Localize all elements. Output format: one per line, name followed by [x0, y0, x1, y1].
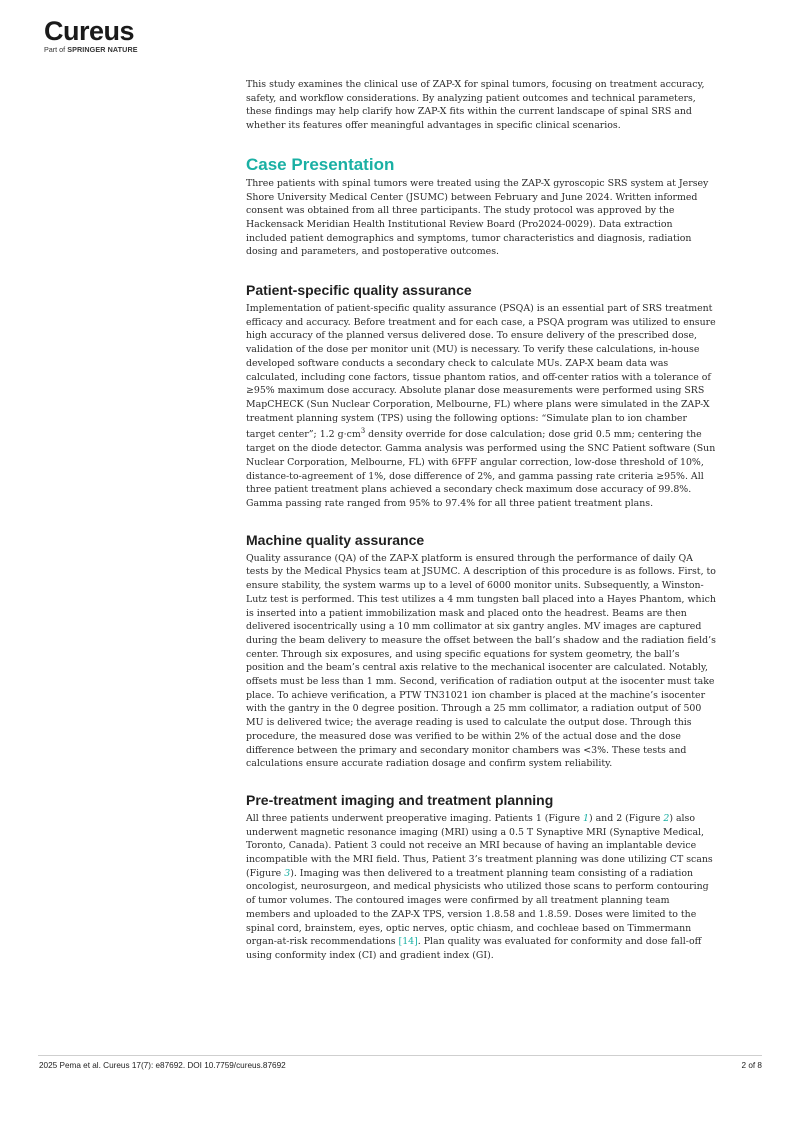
figure-2-link[interactable]: 2	[663, 812, 670, 824]
logo-sub-prefix: Part of	[44, 45, 66, 54]
psqa-paragraph	[246, 302, 716, 511]
pretreatment-text-1: All three patients underwent preoperative imaging. Patients 1 (Figure	[246, 812, 583, 824]
footer-divider	[38, 1055, 762, 1056]
section-heading-case-presentation: Case Presentation	[246, 154, 395, 174]
psqa-text-1: Implementation of patient-specific quality assurance (PSQA) is an essential part of SRS treatment efficacy and accuracy. Before treatment and for each case, a PSQA program was utilized to ensure high accuracy of the planned versus delivered dose. To ensure delivery of the prescribed dose, validation of the dose per monitor unit (MU) is necessary. To verify these calculations, in-house developed software conducts a secondary check to calculate MUs. ZAP-X beam data was calculated, including cone factors, tissue phantom ratios, and off-center ratios with a tolerance of ≥95% maximum dose accuracy. Absolute planar dose measurements were performed using SRS MapCHECK (Sun Nuclear Corporation, Melbourne, FL) where plans were simulated in the ZAP-X treatment planning system (TPS) using the following options: “Simulate plan to ion chamber target center”; 1.2 g·cm	[246, 303, 716, 441]
pretreatment-text-3: ) also underwent magnetic resonance imaging (MRI) using a 0.5 T Synaptive MRI (Synaptive Medical, Toronto, Canada). Patient 3 could not receive an MRI because of having an implantable device incompatible with the MRI field. Thus, Patient 3’s treatment planning was done utilizing CT scans (Figure	[246, 812, 713, 879]
article-body	[246, 78, 716, 963]
case-presentation-paragraph: Three patients with spinal tumors were treated using the ZAP-X gyroscopic SRS system at Jersey Shore University Medical Center (JSUMC) between February and June 2024. Written informed consent was obtained from all three participants. The study protocol was approved by the Hackensack Meridian Health Institutional Review Board (Pro2024-0029). Data extraction included patient demographics and symptoms, tumor characteristics and diagnosis, radiation dosing and parameters, and postoperative outcomes.	[246, 177, 709, 258]
subsection-heading-machine-qa: Machine quality assurance	[246, 531, 425, 548]
reference-14-link[interactable]: [14]	[398, 936, 418, 948]
pretreatment-text-5: . Plan quality was evaluated for conformity and dose fall-off using conformity index (CI) and gradient index (GI).	[246, 936, 702, 961]
intro-paragraph: This study examines the clinical use of ZAP-X for spinal tumors, focusing on treatment accuracy, safety, and workflow considerations. By analyzing patient outcomes and technical parameters, these findings may help clarify how ZAP-X fits within the current landscape of spinal SRS and whether its features offer meaningful advantages in specific clinical scenarios.	[246, 79, 705, 132]
cureus-logo[interactable]	[44, 17, 144, 54]
subsection-heading-pretreatment: Pre-treatment imaging and treatment planning	[246, 791, 554, 808]
footer-citation: 2025 Pema et al. Cureus 17(7): e87692. DOI 10.7759/cureus.87692	[39, 1061, 286, 1070]
psqa-text-2: density override for dose calculation; dose grid 0.5 mm; centering the target on the diode detector. Gamma analysis was performed using the SNC Patient software (Sun Nuclear Corporation, Melbourne, FL) with 6FFF angular correction, low-dose threshold of 10%, distance-to-agreement of 1%, dose difference of 2%, and gamma passing rate criteria ≥95%. All three patient treatment plans achieved a secondary check maximum dose accuracy of 99.8%. Gamma passing rate ranged from 95% to 97.4% for all three patient treatment plans.	[246, 429, 716, 509]
logo-wordmark: Cureus	[44, 16, 135, 46]
logo-subtitle	[44, 45, 144, 54]
pretreatment-text-4: ). Imaging was then delivered to a treatment planning team consisting of a radiation oncologist, neurosurgeon, and medical physicists who utilized those scans to perform contouring of tumor volumes. The contoured images were confirmed by all treatment planning team members and uploaded to the ZAP-X TPS, version 1.8.58 and 1.8.59. Doses were limited to the spinal cord, brainstem, eyes, optic nerves, optic chiasm, and cochleae based on Timmermann organ-at-risk recommendations	[246, 867, 709, 948]
superscript-3: 3	[360, 427, 366, 436]
machine-qa-paragraph: Quality assurance (QA) of the ZAP-X platform is ensured through the performance of daily QA tests by the Medical Physics team at JSUMC. A description of this procedure is as follows. First, to ensure stability, the system warms up to a level of 6000 monitor units. Subsequently, a Winston-Lutz test is performed. This test utilizes a 4 mm tungsten ball placed into a Hayes Phantom, which is inserted into a patient immobilization mask and placed onto the headrest. Beams are then delivered isocentrically using a 10 mm collimator at six gantry angles. MV images are captured during the beam delivery to measure the offset between the ball’s shadow and the radiation field’s center. Through six exposures, and using specific equations for system geometry, the ball’s position and the beam’s central axis relative to the mechanical isocenter are calculated. Notably, offsets must be less than 1 mm. Second, verification of radiation output at the isocenter must take place. To achieve verification, a PTW TN31021 ion chamber is placed at the machine’s isocenter with the gantry in the 0 degree position. Through a 25 mm collimator, a radiation output of 500 MU is delivered twice; the average reading is used to calculate the output dose. Through this procedure, the measured dose was verified to be within 2% of the actual dose and the dose difference between the primary and secondary monitor chambers was <3%. These tests and calculations ensure accurate radiation dosage and confirm system reliability.	[246, 552, 716, 770]
logo-sub-brand: SPRINGER NATURE	[67, 45, 138, 54]
figure-1-link[interactable]: 1	[582, 812, 589, 824]
figure-3-link[interactable]: 3	[284, 867, 291, 879]
pretreatment-paragraph	[246, 812, 716, 963]
pretreatment-text-2: ) and 2 (Figure	[588, 812, 664, 824]
page-number: 2 of 8	[741, 1061, 762, 1070]
subsection-heading-psqa: Patient-specific quality assurance	[246, 282, 472, 299]
